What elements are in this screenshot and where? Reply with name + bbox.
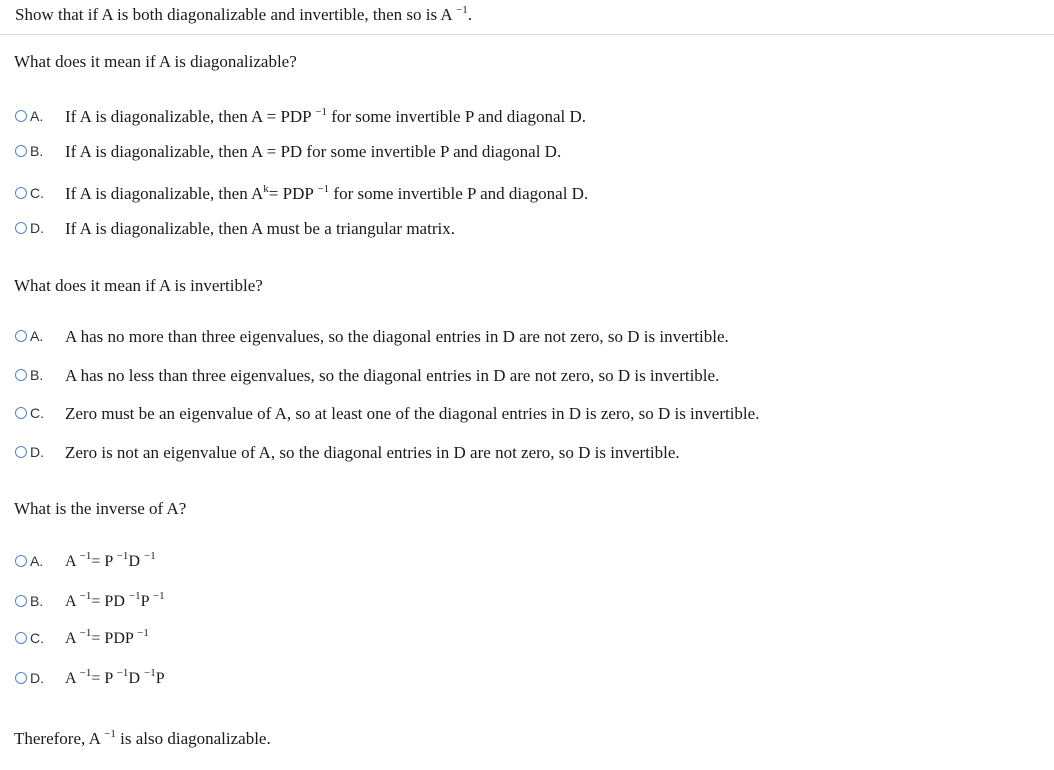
option-letter: C. [30,405,44,421]
question-diagonalizable: What does it mean if A is diagonalizable? [14,52,297,71]
question-invertible: What does it mean if A is invertible? [14,276,263,295]
radio-button[interactable] [15,187,27,199]
radio-button[interactable] [15,632,27,644]
option-expression: A $^{-1}$= P $^{-1}$D $^{-1}$P [65,667,165,687]
option-letter: A. [30,328,44,344]
option-letter: A. [30,553,44,569]
problem-header [0,0,1054,35]
conclusion-text: Therefore, A $^{-1}$ is also diagonalizable. [14,728,271,748]
option-letter: B. [30,593,44,609]
option-expression: A $^{-1}$= PDP $^{-1}$ [65,627,149,647]
radio-button[interactable] [15,446,27,458]
option-letter: D. [30,444,44,460]
radio-button[interactable] [15,110,27,122]
option-text: Zero is not an eigenvalue of A, so the diagonal entries in D are not zero, so D is invertible. [65,443,680,462]
option-letter: D. [30,670,44,686]
option-text: If A is diagonalizable, then A = PDP $^{-1}$ for some invertible P and diagonal D. [65,106,587,126]
option-text: If A is diagonalizable, then A = PD for some invertible P and diagonal D. [65,142,562,161]
radio-button[interactable] [15,555,27,567]
radio-button[interactable] [15,672,27,684]
radio-button[interactable] [15,407,27,419]
option-letter: C. [30,185,44,201]
question-inverse: What is the inverse of A? [14,499,187,518]
radio-button[interactable] [15,330,27,342]
option-text: If A is diagonalizable, then A must be a triangular matrix. [65,219,455,238]
option-expression: A $^{-1}$= PD $^{-1}$P $^{-1}$ [65,590,165,610]
option-text: If A is diagonalizable, then $A^k=$ PDP $^{-1}$ for some invertible P and diagonal D. [65,183,589,203]
radio-button[interactable] [15,222,27,234]
option-letter: C. [30,630,44,646]
option-letter: B. [30,367,44,383]
option-text: A has no less than three eigenvalues, so the diagonal entries in D are not zero, so D is invertible. [65,366,720,385]
option-text: Zero must be an eigenvalue of A, so at least one of the diagonal entries in D is zero, so D is invertible. [65,404,760,423]
option-letter: B. [30,143,44,159]
radio-button[interactable] [15,369,27,381]
option-letter: D. [30,220,44,236]
radio-button[interactable] [15,145,27,157]
problem-statement: Show that if A is both diagonalizable and invertible, then so is A $^{-1}$. [15,4,472,24]
radio-button[interactable] [15,595,27,607]
option-text: A has no more than three eigenvalues, so the diagonal entries in D are not zero, so D is invertible. [65,327,729,346]
option-expression: A $^{-1}$= P $^{-1}$D $^{-1}$ [65,550,156,570]
option-letter: A. [30,108,44,124]
